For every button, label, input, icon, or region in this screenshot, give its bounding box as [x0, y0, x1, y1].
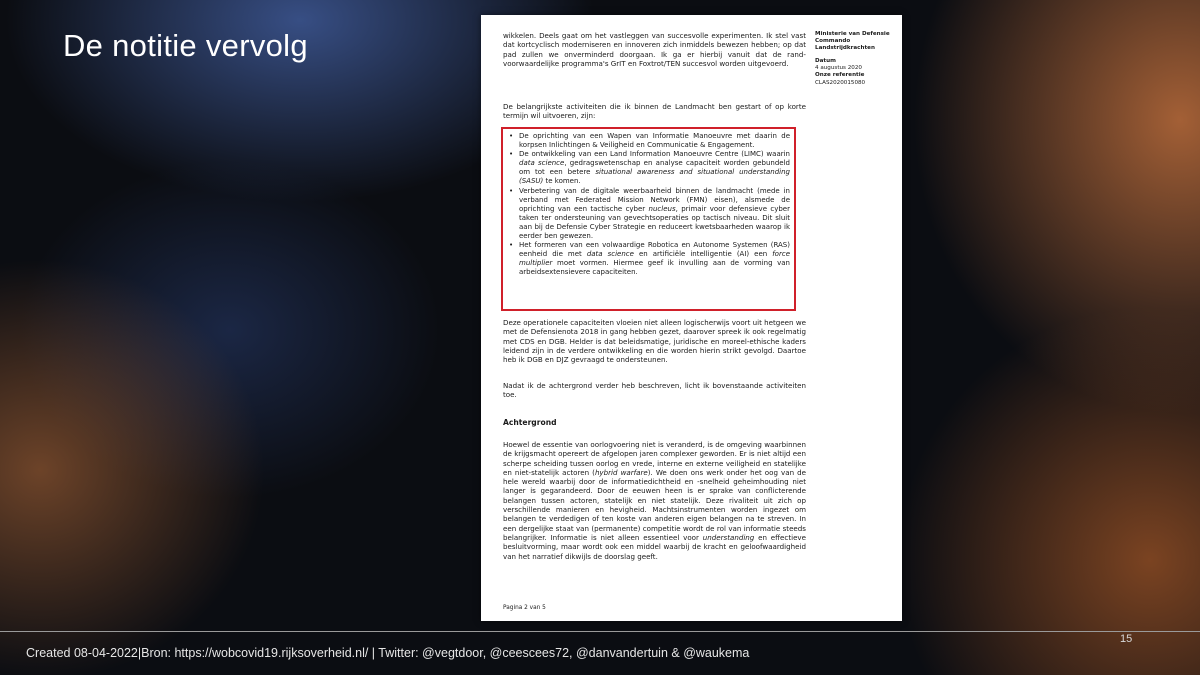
bullet-item: [509, 150, 790, 186]
doc-paragraph-intro: wikkelen. Deels gaat om het vastleggen van succesvolle experimenten. Ik stel vast dat kortcyclisch moderniseren en innoveren zich inmiddels bewezen hebben; op dat pad zullen we onverminderd doorgaan. Ik ga er hierbij vanuit dat de rand-voorwaardelijke programma's GrIT en Foxtrot/TEN succesvol worden uitgevoerd.: [503, 31, 806, 68]
bullet-dot: •: [509, 241, 514, 250]
reference-label: Onze referentie: [815, 72, 865, 79]
slide-number: 15: [1120, 633, 1133, 645]
bullet-text: De oprichting van een Wapen van Informatie Manoeuvre met daarin de korpsen Inlichtingen & Veiligheid en Communicatie & Engagement.: [519, 132, 790, 150]
slide-title: De notitie vervolg: [63, 28, 308, 63]
bullet-item: [509, 241, 790, 277]
footer-source: Created 08-04-2022|Bron: https://wobcovid19.rijksoverheid.nl/ | Twitter: @vegtdoor, @ceescees72, @danvandertuin & @waukema: [26, 646, 750, 660]
highlight-box: [501, 127, 796, 311]
page-number: Pagina 2 van 5: [503, 605, 546, 611]
doc-heading: Achtergrond: [503, 418, 557, 427]
doc-paragraph-background-intro: Nadat ik de achtergrond verder heb beschreven, licht ik bovenstaande activiteiten toe.: [503, 381, 806, 400]
bullet-dot: •: [509, 186, 514, 195]
date-value: 4 augustus 2020: [815, 65, 862, 72]
reference-value: CLAS2020015080: [815, 79, 866, 86]
bullet-item: [509, 187, 790, 242]
doc-paragraph-background: Hoewel de essentie van oorlogvoering niet is veranderd, is de omgeving waarbinnen de krijgsmacht opereert de afgelopen jaren complexer geworden. Er is niet altijd een scherpe scheiding tussen oorlog en vrede, interne en externe veiligheid en statelijke en niet-statelijk actoren (hybrid warfare). We doen ons werk onder het oog van de hele wereld waarbij door de informatiedichtheid en -snelheid geheimhouding niet langer is gegarandeerd. Door de eeuwen heen is er sprake van conflicterende belangen tussen actoren, statelijk en niet statelijk. Deze rivaliteit uit zich op verschillende manieren en hevigheid. Machtsinstrumenten worden ingezet om belangen te verdedigen of ten koste van anderen eigen belangen na te streven. In een dergelijke staat van (permanente) competitie wordt de rol van informatie steeds belangrijker. Informatie is niet alleen essentieel voor understanding en effectieve besluitvorming, maar wordt ook een middel waarbij de kracht en geloofwaardigheid van het narratief dikwijls de doorslag geeft.: [503, 440, 806, 561]
footer-divider: [0, 631, 1200, 632]
bullet-item: [509, 132, 790, 150]
doc-sidebar: [815, 31, 899, 87]
org-unit: Commando Landstrijdkrachten: [815, 38, 875, 52]
bullet-text: Verbetering van de digitale weerbaarheid binnen de landmacht (mede in verband met Federated Mission Network (FMN) eisen), alsmede de oprichting van een tactische cyber nucleus, primair voor defensieve cyber taken ter ondersteuning van gevechtsoperaties op tactisch niveau. Dit sluit aan bij de Defensie Cyber Strategie en reduceert kwetsbaarheden waarop ik eerder ben gewezen.: [519, 186, 790, 241]
bullet-text: Het formeren van een volwaardige Robotica en Autonome Systemen (RAS) eenheid die met data science en artificiële intelligentie (AI) een force multiplier moet vormen. Hiermee geef ik invulling aan de vorming van arbeidsextensievere capaciteiten.: [519, 241, 790, 277]
org-name: Ministerie van Defensie: [815, 31, 890, 37]
document-page: [481, 15, 902, 621]
bullet-dot: •: [509, 132, 514, 140]
date-label: Datum: [815, 58, 836, 65]
doc-paragraph-capacities: Deze operationele capaciteiten vloeien niet alleen logischerwijs voort uit hetgeen we met de Defensienota 2018 in gang hebben gezet, daarover spreek ik ook regelmatig met CDS en DGB. Helder is dat beleidsmatige, juridische en moreel-ethische kaders leidend zijn in de verdere ontwikkeling en die worden hierin strikt gevolgd. Daartoe heb ik DGB en DJZ gevraagd te ondersteunen.: [503, 318, 806, 365]
doc-paragraph-activities: De belangrijkste activiteiten die ik binnen de Landmacht ben gestart of op korte termijn wil uitvoeren, zijn:: [503, 102, 806, 121]
bullet-dot: •: [509, 150, 514, 159]
bullet-text: De ontwikkeling van een Land Information Manoeuvre Centre (LIMC) waarin data science, gedragswetenschap en analyse capaciteit worden gebundeld om tot een betere situational awareness and situational understanding (SASU) te komen.: [519, 150, 790, 186]
